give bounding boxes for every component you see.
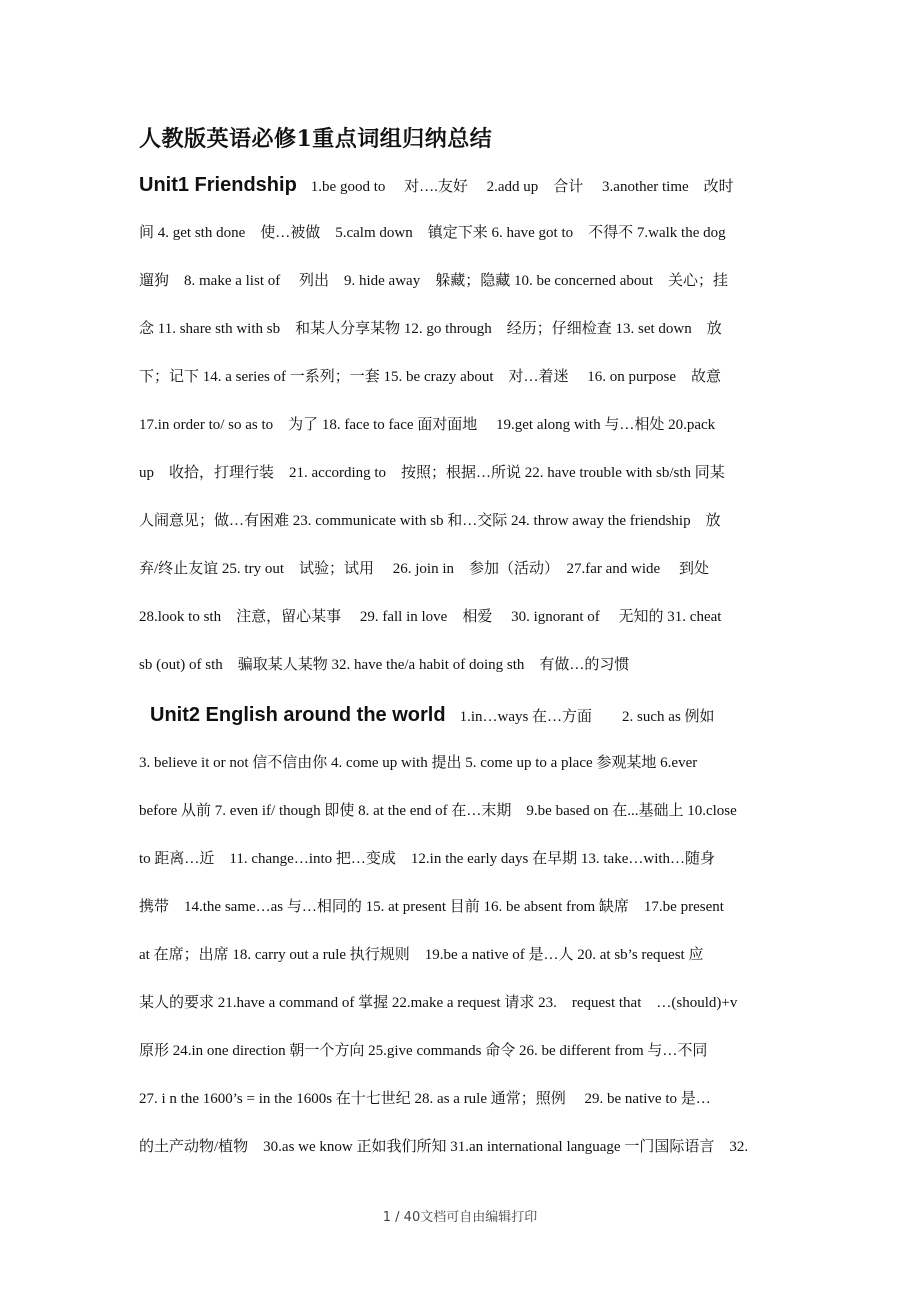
unit1-heading: Unit1 Friendship	[139, 174, 297, 196]
unit2-line-1	[150, 704, 715, 728]
unit2-text: 1.in…ways 在…方面 2. such as 例如	[459, 709, 715, 725]
unit1-line-3: 遛狗 8. make a list of 列出 9. hide away 躲藏；隐藏 10. be concerned about 关心；挂	[139, 273, 729, 289]
unit1-line-1	[139, 174, 734, 198]
unit2-line-3: before 从前 7. even if/ though 即使 8. at the end of 在…末期 9.be based on 在...基础上 10.close	[139, 803, 737, 819]
unit2-line-4: to 距离…近 11. change…into 把…变成 12.in the early days 在早期 13. take…with…随身	[139, 851, 716, 867]
unit2-line-5: 携带 14.the same…as 与…相同的 15. at present 目前 16. be absent from 缺席 17.be present	[139, 899, 724, 915]
unit1-line-5: 下；记下 14. a series of 一系列；一套 15. be crazy about 对…着迷 16. on purpose 故意	[139, 369, 721, 385]
unit1-line-9: 弃/终止友谊 25. try out 试验；试用 26. join in 参加（活动） 27.far and wide 到处	[139, 561, 709, 577]
unit2-line-8: 原形 24.in one direction 朝一个方向 25.give commands 命令 26. be different from 与…不同	[139, 1043, 708, 1059]
unit1-line-8: 人闹意见；做…有困难 23. communicate with sb 和…交际 24. throw away the friendship 放	[139, 513, 721, 529]
unit2-line-10: 的土产动物/植物 30.as we know 正如我们所知 31.an international language 一门国际语言 32.	[139, 1139, 749, 1155]
unit1-line-4: 念 11. share sth with sb 和某人分享某物 12. go through 经历；仔细检查 13. set down 放	[139, 321, 722, 337]
unit2-line-6: at 在席；出席 18. carry out a rule 执行规则 19.be a native of 是…人 20. at sb’s request 应	[139, 947, 704, 963]
document-title: 人教版英语必修1重点词组归纳总结	[139, 126, 493, 152]
unit2-line-9: 27. i n the 1600’s = in the 1600s 在十七世纪 28. as a rule 通常；照例 29. be native to 是…	[139, 1091, 711, 1107]
page-footer: 1 / 40文档可自由编辑打印	[382, 1210, 538, 1225]
unit1-line-7: up 收拾，打理行装 21. according to 按照；根据…所说 22. have trouble with sb/sth 同某	[139, 465, 725, 481]
unit1-line-6: 17.in order to/ so as to 为了 18. face to face 面对面地 19.get along with 与…相处 20.pack	[139, 417, 716, 433]
unit1-line-11: sb (out) of sth 骗取某人某物 32. have the/a habit of doing sth 有做…的习惯	[139, 657, 630, 673]
unit1-line-10: 28.look to sth 注意，留心某事 29. fall in love 相爱 30. ignorant of 无知的 31. cheat	[139, 609, 722, 625]
unit2-line-2: 3. believe it or not 信不信由你 4. come up with 提出 5. come up to a place 参观某地 6.ever	[139, 755, 698, 771]
unit1-line-2: 间 4. get sth done 使…被做 5.calm down 镇定下来 6. have got to 不得不 7.walk the dog	[139, 225, 726, 241]
unit2-line-7: 某人的要求 21.have a command of 掌握 22.make a request 请求 23. request that …(should)+v	[139, 995, 738, 1011]
unit2-heading: Unit2 English around the world	[150, 704, 446, 726]
unit1-text: 1.be good to 对….友好 2.add up 合计 3.another time 改时	[310, 179, 734, 195]
